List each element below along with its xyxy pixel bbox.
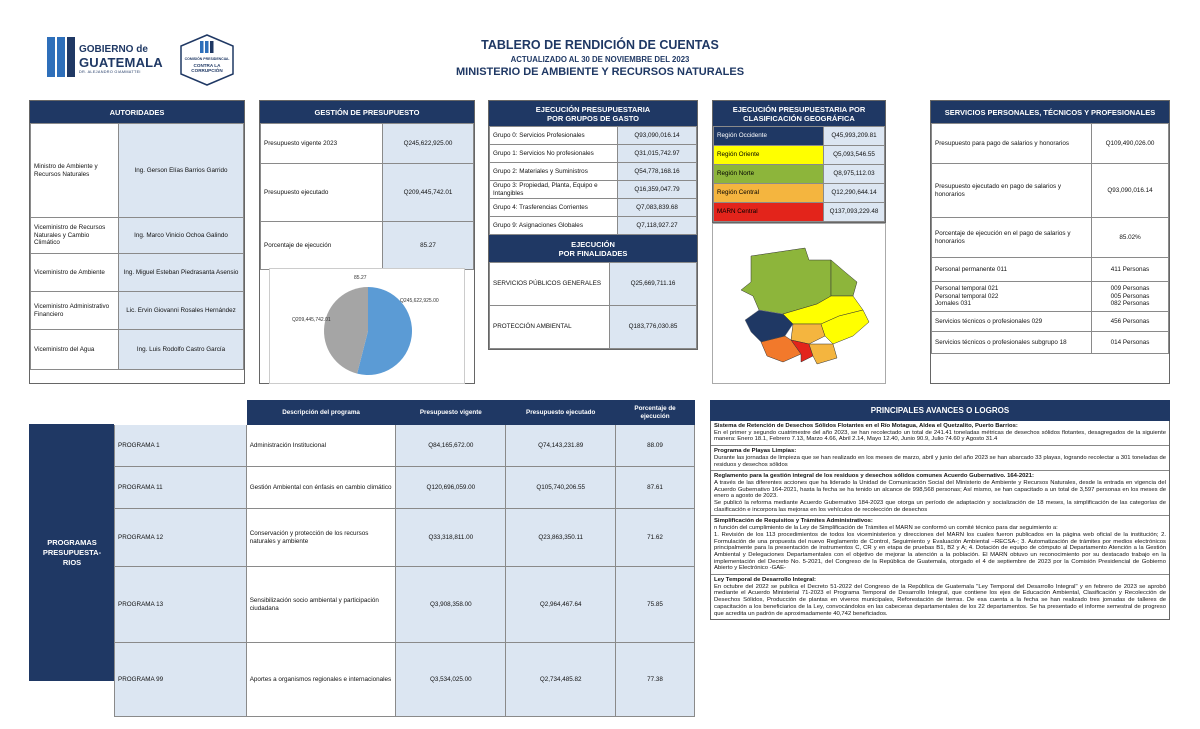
ministry-name: MINISTERIO DE AMBIENTE Y RECURSOS NATURALES — [455, 66, 745, 78]
avance-item — [711, 575, 1169, 619]
avance-title: Simplificación de Requisitos y Trámites Administrativos: — [714, 518, 873, 525]
pie-data-label: 85.27 — [354, 275, 367, 281]
pie-data-label: Q209,445,742.01 — [292, 317, 331, 323]
avance-item — [711, 446, 1169, 471]
finalidades-table — [489, 262, 697, 349]
servicio-label: Servicios técnicos o profesionales 029 — [932, 312, 1092, 332]
avances-header: PRINCIPALES AVANCES O LOGROS — [710, 400, 1170, 421]
finalidad-value: Q183,776,030.85 — [610, 306, 697, 349]
gasto-row — [490, 145, 697, 163]
region-label: MARN Central — [714, 203, 824, 222]
programa-vigente: Q3,534,025.00 — [396, 643, 506, 717]
logo-comision-line2: CONTRA LA CORRUPCIÓN — [191, 62, 223, 73]
finalidades-header: EJECUCIÓN POR FINALIDADES — [489, 235, 697, 262]
region-value: Q137,093,229.48 — [824, 203, 885, 222]
programa-row — [115, 467, 695, 509]
programas-header-cell: Porcentaje de ejecución — [616, 401, 695, 425]
avances-body — [710, 421, 1170, 620]
gestion-value: 85.27 — [383, 222, 474, 270]
page-subtitle: ACTUALIZADO AL 30 DE NOVIEMBRE DEL 2023 — [510, 55, 690, 64]
region-label: Región Occidente — [714, 127, 824, 146]
programa-name: PROGRAMA 13 — [115, 567, 247, 643]
avance-title: Reglamento para la gestión integral de los residuos y desechos sólidos comunes Acuerdo Gubernativo. 164-2021: — [714, 473, 1034, 480]
servicio-row — [932, 282, 1169, 312]
autoridad-row — [31, 254, 244, 292]
region-row — [714, 146, 885, 165]
region-value: Q5,093,546.55 — [824, 146, 885, 165]
programa-porcentaje: 71.62 — [616, 509, 695, 567]
programas-header-cell: Presupuesto vigente — [396, 401, 506, 425]
gasto-value: Q54,778,168.16 — [618, 163, 697, 181]
gasto-row — [490, 163, 697, 181]
programa-row — [115, 509, 695, 567]
gasto-label: Grupo 2: Materiales y Suministros — [490, 163, 618, 181]
gasto-value: Q7,118,927.27 — [618, 217, 697, 235]
programa-ejecutado: Q2,964,467.64 — [506, 567, 616, 643]
gasto-value: Q7,083,839.68 — [618, 199, 697, 217]
logo-gobierno-line2: GUATEMALA — [79, 55, 163, 70]
servicio-row — [932, 312, 1169, 332]
avance-title: Sistema de Retención de Desechos Sólidos Flotantes en el Río Motagua, Aldea el Quetzalito, Puerto Barrios: — [714, 423, 1018, 429]
finalidad-row — [490, 306, 697, 349]
programa-name: PROGRAMA 12 — [115, 509, 247, 567]
gestion-label: Presupuesto ejecutado — [261, 164, 383, 222]
programa-porcentaje: 75.85 — [616, 567, 695, 643]
autoridad-cargo: Viceministro de Recursos Naturales y Cambio Climático — [31, 218, 119, 254]
gestion-value: Q209,445,742.01 — [383, 164, 474, 222]
servicio-value: 014 Personas — [1092, 332, 1169, 354]
logo-comision-line1: COMISIÓN PRESIDENCIAL — [184, 57, 230, 61]
gestion-header: GESTIÓN DE PRESUPUESTO — [260, 101, 474, 123]
logo-gobierno-line1: GOBIERNO de — [79, 44, 148, 55]
avance-body: n función del cumplimiento de la Ley de Simplificación de Trámites el MARN se conformó un comité técnico para dar seguimiento a: 1. Revisión de los 113 procedimientos de todos los viceministerios y direcciones del MARN los cuales fueron publicados en la página web oficial de la institución; 2. Formulación de una propuesta del nuevo Reglamento de Control, Seguimiento y Evaluación Ambiental –RECSA-; 3. Automatización de trámites por medios electrónicos principalmente para la presentación de instrumentos C, CR y en etapa de pruebas B1, B2 y A; 4. Dotación de equipo de cómputo al Departamento Atención a la Gestión Ambiental y Delegaciones Departamentales con el objetivo de mejorar la atención a la población. El MARN obtuvo un reconocimiento por su destacado trabajo en la implementación del Decreto No. 5-2021, del Congreso de la República de Guatemala, otorgado el 4 de septiembre de 2023 por la Comisión Presidencial de Gobierno Abierto y Electrónico -GAE- — [714, 525, 1166, 572]
region-label: Región Norte — [714, 165, 824, 184]
programas-side-label — [29, 424, 115, 681]
gasto-label: Grupo 1: Servicios No profesionales — [490, 145, 618, 163]
finalidad-row — [490, 263, 697, 306]
programa-ejecutado: Q23,863,350.11 — [506, 509, 616, 567]
gestion-label: Presupuesto vigente 2023 — [261, 124, 383, 164]
gasto-value: Q16,359,047.79 — [618, 181, 697, 199]
autoridad-cargo: Viceministro del Agua — [31, 330, 119, 370]
gasto-row — [490, 127, 697, 145]
programa-desc: Sensibilización socio ambiental y participación ciudadana — [246, 567, 396, 643]
gestion-table — [260, 123, 474, 270]
autoridad-row — [31, 330, 244, 370]
servicio-value: 85.02% — [1092, 218, 1169, 258]
pie-svg — [270, 269, 466, 385]
page-title: TABLERO DE RENDICIÓN DE CUENTAS — [481, 38, 719, 52]
gasto-label: Grupo 4: Trasferencias Corrientes — [490, 199, 618, 217]
logo-comision-text — [178, 57, 236, 74]
avance-item — [711, 421, 1169, 446]
servicio-value: 411 Personas — [1092, 258, 1169, 282]
programa-desc: Administración Institucional — [246, 425, 396, 467]
servicio-label: Porcentaje de ejecución en el pago de salarios y honorarios — [932, 218, 1092, 258]
avances-panel — [710, 400, 1170, 680]
gasto-row — [490, 181, 697, 199]
geo-table — [713, 126, 885, 222]
servicios-personales-panel — [930, 100, 1170, 384]
gestion-label: Porcentaje de ejecución — [261, 222, 383, 270]
gestion-value: Q245,622,925.00 — [383, 124, 474, 164]
region-row — [714, 184, 885, 203]
finalidad-label: SERVICIOS PÚBLICOS GENERALES — [490, 263, 610, 306]
servicio-label: Servicios técnicos o profesionales subgrupo 18 — [932, 332, 1092, 354]
servicio-row — [932, 164, 1169, 218]
autoridad-cargo: Viceministro de Ambiente — [31, 254, 119, 292]
servicio-label: Presupuesto para pago de salarios y honorarios — [932, 124, 1092, 164]
region-row — [714, 127, 885, 146]
servicio-value: Q93,090,016.14 — [1092, 164, 1169, 218]
autoridad-nombre: Ing. Marco Vinicio Ochoa Galindo — [119, 218, 244, 254]
servicio-label: Personal temporal 021 Personal temporal 022 Jornales 031 — [932, 282, 1092, 312]
programas-panel — [114, 400, 695, 717]
region-label: Región Oriente — [714, 146, 824, 165]
budget-pie-chart — [269, 268, 465, 384]
programa-ejecutado: Q74,143,231.89 — [506, 425, 616, 467]
geo-header: EJECUCIÓN PRESUPUESTARIA POR CLASIFICACIÓN GEOGRÁFICA — [713, 101, 885, 126]
programas-header-cell: Descripción del programa — [246, 401, 396, 425]
avance-body: En el primer y segundo cuatrimestre del año 2023, se han recolectado un total de 241.41 toneladas métricas de desechos sólidos flotantes, desagregados de la siguiente manera: Enero 18.1, Febrero 7.13, Marzo 4.66, Abril 2.14, Mayo 12.40, Junio 90.9, Julio 74.60 y Agosto 31.4 — [714, 429, 1166, 443]
gasto-row — [490, 199, 697, 217]
gasto-label: Grupo 3: Propiedad, Planta, Equipo e Intangibles — [490, 181, 618, 199]
servicio-value: Q109,490,026.00 — [1092, 124, 1169, 164]
programa-desc: Gestión Ambiental con énfasis en cambio climático — [246, 467, 396, 509]
programa-porcentaje: 87.61 — [616, 467, 695, 509]
autoridad-nombre: Ing. Miguel Esteban Piedrasanta Asensio — [119, 254, 244, 292]
map-svg — [713, 224, 887, 385]
programa-row — [115, 567, 695, 643]
servicio-row — [932, 332, 1169, 354]
region-value: Q12,290,644.14 — [824, 184, 885, 203]
programa-ejecutado: Q105,740,206.55 — [506, 467, 616, 509]
servicio-value: 456 Personas — [1092, 312, 1169, 332]
gasto-label: Grupo 0: Servicios Profesionales — [490, 127, 618, 145]
gasto-label: Grupo 9: Asignaciones Globales — [490, 217, 618, 235]
programa-porcentaje: 88.09 — [616, 425, 695, 467]
region-label: Región Central — [714, 184, 824, 203]
avance-body: En octubre del 2022 se publica el Decreto 51-2022 del Congreso de la República de Guatemala "Ley Temporal del Desarrollo Integral" y en febrero de 2023 se aprobó mediante el Acuerdo Ministerial 71-2023 el Programa Temporal de Desarrollo Integral, que contiene los ejes de Educación Ambiental, Clasificación y Recolección de Desechos Sólidos, Producción de plantas en viveros municipales, Reforestación de tierras. De esa cuenta a la fecha se han realizado tres jornadas de talleres de capacitación a los beneficiarios de la Ley, convocándolos en las cabeceras departamentales de los 22 departamentos. Se ha presentado el informe semestral de progreso que acredita un padrón de aproximadamente 40,742 beneficiados. — [714, 583, 1166, 617]
guatemala-regions-map — [712, 223, 886, 384]
programa-vigente: Q84,165,672.00 — [396, 425, 506, 467]
gestion-row — [261, 124, 474, 164]
programa-ejecutado: Q2,734,485.82 — [506, 643, 616, 717]
avance-body: Durante las jornadas de limpieza que se han realizado en los meses de marzo, abril y junio del año 2023 se han abarcado 33 playas, logrando recolectar a 301 toneladas de residuos y desechos sólidos — [714, 454, 1166, 468]
autoridad-row — [31, 124, 244, 218]
autoridad-nombre: Ing. Luis Rodolfo Castro García — [119, 330, 244, 370]
avance-body: A través de las diferentes acciones que ha liderado la Unidad de Comunicación Social del Ministerio de Ambiente y Recursos Naturales, desde la entrada en vigencia del Acuerdo Gubernativo 164-2021, hasta la fecha se ha tenido un alcance de 998,568 personas; Así mismo, se han capacitado a un total de 3,597 personas en los meses de enero a agosto de 2023. Se publicó la reforma mediante Acuerdo Gubernativo 184-2023 que otorga un período de adaptación y socialización de 18 meses, la simplificación de las categorías de clasificación e incorpora las mejoras en los vehículos de recolección de desechos — [714, 479, 1166, 513]
autoridad-row — [31, 218, 244, 254]
programa-row — [115, 643, 695, 717]
autoridad-nombre: Lic. Ervin Giovanni Rosales Hernández — [119, 292, 244, 330]
finalidad-label: PROTECCIÓN AMBIENTAL — [490, 306, 610, 349]
autoridades-header: AUTORIDADES — [30, 101, 244, 123]
servicio-row — [932, 124, 1169, 164]
programa-name: PROGRAMA 11 — [115, 467, 247, 509]
servicios-table — [931, 123, 1169, 354]
region-value: Q8,975,112.03 — [824, 165, 885, 184]
programa-name: PROGRAMA 99 — [115, 643, 247, 717]
region-row — [714, 165, 885, 184]
avance-title: Ley Temporal de Desarrollo Integral: — [714, 577, 817, 584]
autoridades-table — [30, 123, 244, 370]
programa-desc: Aportes a organismos regionales e internacionales — [246, 643, 396, 717]
programa-vigente: Q120,696,059.00 — [396, 467, 506, 509]
autoridad-cargo: Viceministro Administrativo Financiero — [31, 292, 119, 330]
avance-title: Programa de Playas Limpias: — [714, 448, 797, 455]
programa-porcentaje: 77.38 — [616, 643, 695, 717]
grupos-gasto-panel — [488, 100, 698, 350]
gasto-table — [489, 126, 697, 235]
avance-item — [711, 516, 1169, 575]
programas-side-text: PROGRAMAS PRESUPUESTA- RIOS — [42, 537, 102, 567]
logo-gobierno-line3: DR. ALEJANDRO GIAMMATTEI — [79, 70, 141, 74]
servicio-value: 009 Personas 005 Personas 082 Personas — [1092, 282, 1169, 312]
gasto-value: Q93,090,016.14 — [618, 127, 697, 145]
programas-header-row — [115, 401, 695, 425]
gobierno-flag-logo — [47, 37, 74, 77]
gasto-header: EJECUCIÓN PRESUPUESTARIA POR GRUPOS DE GASTO — [489, 101, 697, 126]
autoridad-row — [31, 292, 244, 330]
geografica-panel — [712, 100, 886, 223]
region-row — [714, 203, 885, 222]
region-value: Q45,993,209.81 — [824, 127, 885, 146]
autoridad-nombre: Ing. Gerson Elías Barrios Garrido — [119, 124, 244, 218]
programas-header-blank — [115, 401, 247, 425]
gestion-row — [261, 164, 474, 222]
servicios-header: SERVICIOS PERSONALES, TÉCNICOS Y PROFESIONALES — [931, 101, 1169, 123]
programas-header-cell: Presupuesto ejecutado — [506, 401, 616, 425]
programa-vigente: Q3,908,358.00 — [396, 567, 506, 643]
autoridades-panel — [29, 100, 245, 384]
programa-name: PROGRAMA 1 — [115, 425, 247, 467]
avance-item — [711, 471, 1169, 516]
finalidad-value: Q25,669,711.16 — [610, 263, 697, 306]
servicio-row — [932, 258, 1169, 282]
gasto-row — [490, 217, 697, 235]
programa-vigente: Q33,318,811.00 — [396, 509, 506, 567]
gasto-value: Q31,015,742.97 — [618, 145, 697, 163]
servicio-label: Personal permanente 011 — [932, 258, 1092, 282]
servicio-label: Presupuesto ejecutado en pago de salarios y honorarios — [932, 164, 1092, 218]
programas-table — [114, 400, 695, 717]
pie-data-label: Q245,622,925.00 — [400, 298, 439, 304]
programa-desc: Conservación y protección de los recursos naturales y ambiente — [246, 509, 396, 567]
servicio-row — [932, 218, 1169, 258]
autoridad-cargo: Ministro de Ambiente y Recursos Naturales — [31, 124, 119, 218]
gestion-row — [261, 222, 474, 270]
programa-row — [115, 425, 695, 467]
